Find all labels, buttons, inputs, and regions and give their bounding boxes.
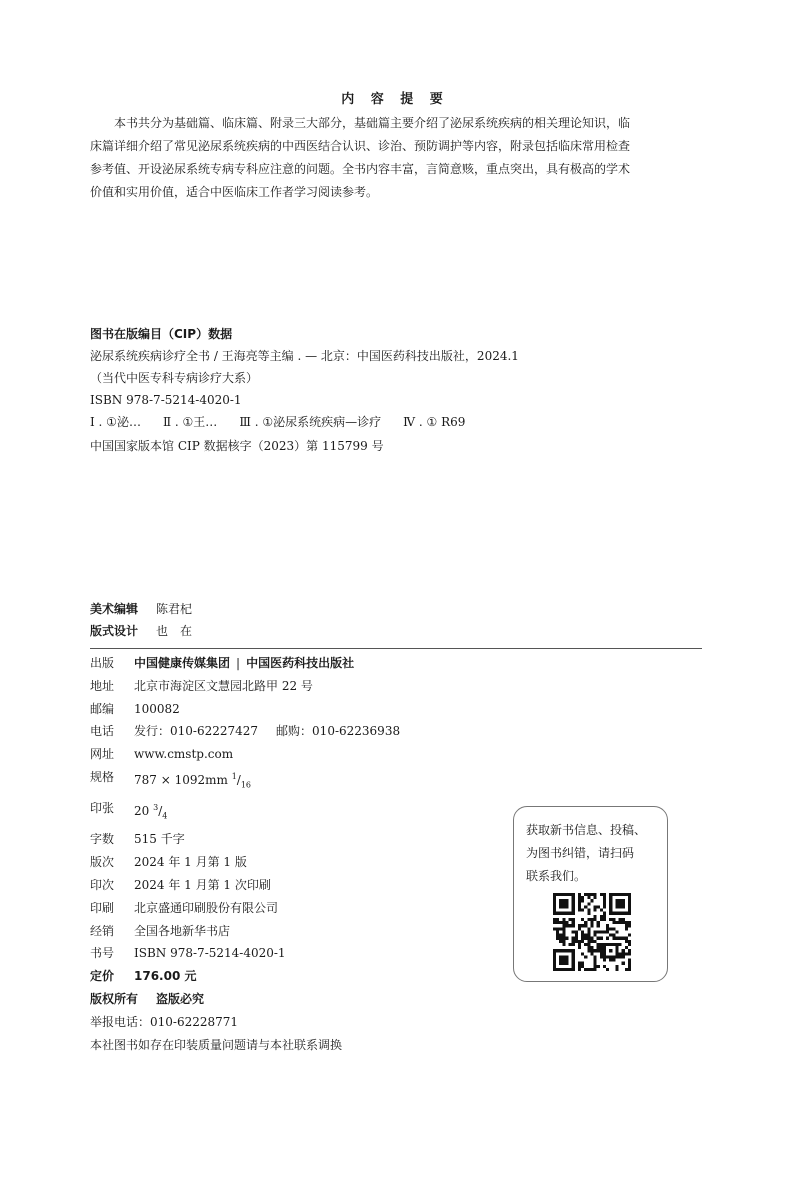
report-phone: 举报电话：010-62228771 [90,1014,239,1029]
cip-class-item: Ⅰ . ①泌… [90,415,141,429]
publisher-group: 中国健康传媒集团 [134,656,231,670]
sheets: 20 $^3/_4$ [134,803,168,821]
sheets-label: 印张 [90,801,115,816]
publisher-sep: | [236,656,241,670]
price-label: 定价 [90,969,115,984]
exchange-note: 本社图书如存在印装质量问题请与本社联系调换 [90,1037,343,1052]
words-label: 字数 [90,832,115,847]
book-no-label: 书号 [90,946,115,961]
format-main: 787 × 1092mm [134,772,232,787]
qr-text-line: 获取新书信息、投稿、 [526,823,647,837]
copyright-a: 版权所有 [90,991,139,1006]
edition: 2024 年 1 月第 1 版 [134,855,247,870]
editors-block [90,598,192,642]
art-editor: 陈君杞 [156,602,193,616]
printing-label: 印次 [90,877,115,892]
phone-label: 电话 [90,724,115,739]
cip-block [90,323,519,457]
summary-title: 内 容 提 要 [341,92,449,107]
price: 176.00 元 [134,969,197,984]
qr-text-line: 联系我们。 [526,869,587,883]
qr-text [526,819,660,888]
sheets-numerator: 3 [153,803,159,813]
cip-class-item: Ⅱ . ①王… [162,415,218,429]
postcode: 100082 [134,701,180,716]
qr-code-icon[interactable] [553,893,631,971]
summary-line: 本书共分为基础篇、临床篇、附录三大部分，基础篇主要介绍了泌尿系统疾病的相关理论知识，临 [114,116,631,130]
copyright-b: 盗版必究 [156,991,205,1006]
sheets-main: 20 [134,804,154,819]
format-label: 规格 [90,769,115,784]
publication-block [90,652,400,1056]
printing: 2024 年 1 月第 1 次印刷 [134,877,271,892]
summary-body [90,112,702,204]
address: 北京市海淀区文慧园北路甲 22 号 [134,678,313,693]
qr-contact-box [513,806,668,982]
qr-text-line: 为图书纠错，请扫码 [526,846,635,860]
words: 515 千字 [134,832,185,847]
printer-label: 印刷 [90,900,115,915]
summary-line: 参考值、开设泌尿系统专病专科应注意的问题。全书内容丰富，言简意赅，重点突出，具有极高的学术 [90,162,631,176]
cip-class-item: Ⅳ . ① R69 [403,415,466,429]
summary-line: 价值和实用价值，适合中医临床工作者学习阅读参考。 [90,185,379,199]
format-numerator: 1 [231,771,237,781]
cip-classification [90,411,519,433]
website: www.cmstp.com [134,747,234,762]
cip-title-line: 泌尿系统疾病诊疗全书 / 王海亮等主编 . — 北京：中国医药科技出版社，2024.1 [90,349,519,363]
publisher-label: 出版 [90,656,115,670]
address-label: 地址 [90,678,115,693]
summary-line: 床篇详细介绍了常见泌尿系统疾病的中西医结合认识、诊治、预防调护等内容，附录包括临床常用检查 [90,139,631,153]
cip-series: （当代中医专科专病诊疗大系） [90,371,259,385]
cip-heading: 图书在版编目（CIP）数据 [90,327,233,341]
publisher: 中国医药科技出版社 [246,656,355,670]
distributor: 全国各地新华书店 [134,923,231,938]
layout-designer: 也 在 [156,624,193,638]
postcode-label: 邮编 [90,701,115,716]
divider [90,648,702,649]
cip-core-number: 中国国家版本馆 CIP 数据核字（2023）第 115799 号 [90,439,384,453]
sheets-denominator: 4 [162,811,168,821]
layout-label: 版式设计 [90,624,139,638]
cip-isbn: ISBN 978-7-5214-4020-1 [90,393,242,407]
phone-issue: 发行：010-62227427 [134,724,259,739]
phone-mail: 邮购：010-62236938 [276,724,401,739]
website-label: 网址 [90,747,115,762]
edition-label: 版次 [90,855,115,870]
distributor-label: 经销 [90,923,115,938]
format: 787 × 1092mm $^1/_{16}$ [134,771,252,790]
book-no: ISBN 978-7-5214-4020-1 [134,946,286,961]
art-editor-label: 美术编辑 [90,602,139,616]
cip-class-item: Ⅲ . ①泌尿系统疾病—诊疗 [239,415,382,429]
printer: 北京盛通印刷股份有限公司 [134,900,279,915]
format-denominator: 16 [240,780,252,790]
